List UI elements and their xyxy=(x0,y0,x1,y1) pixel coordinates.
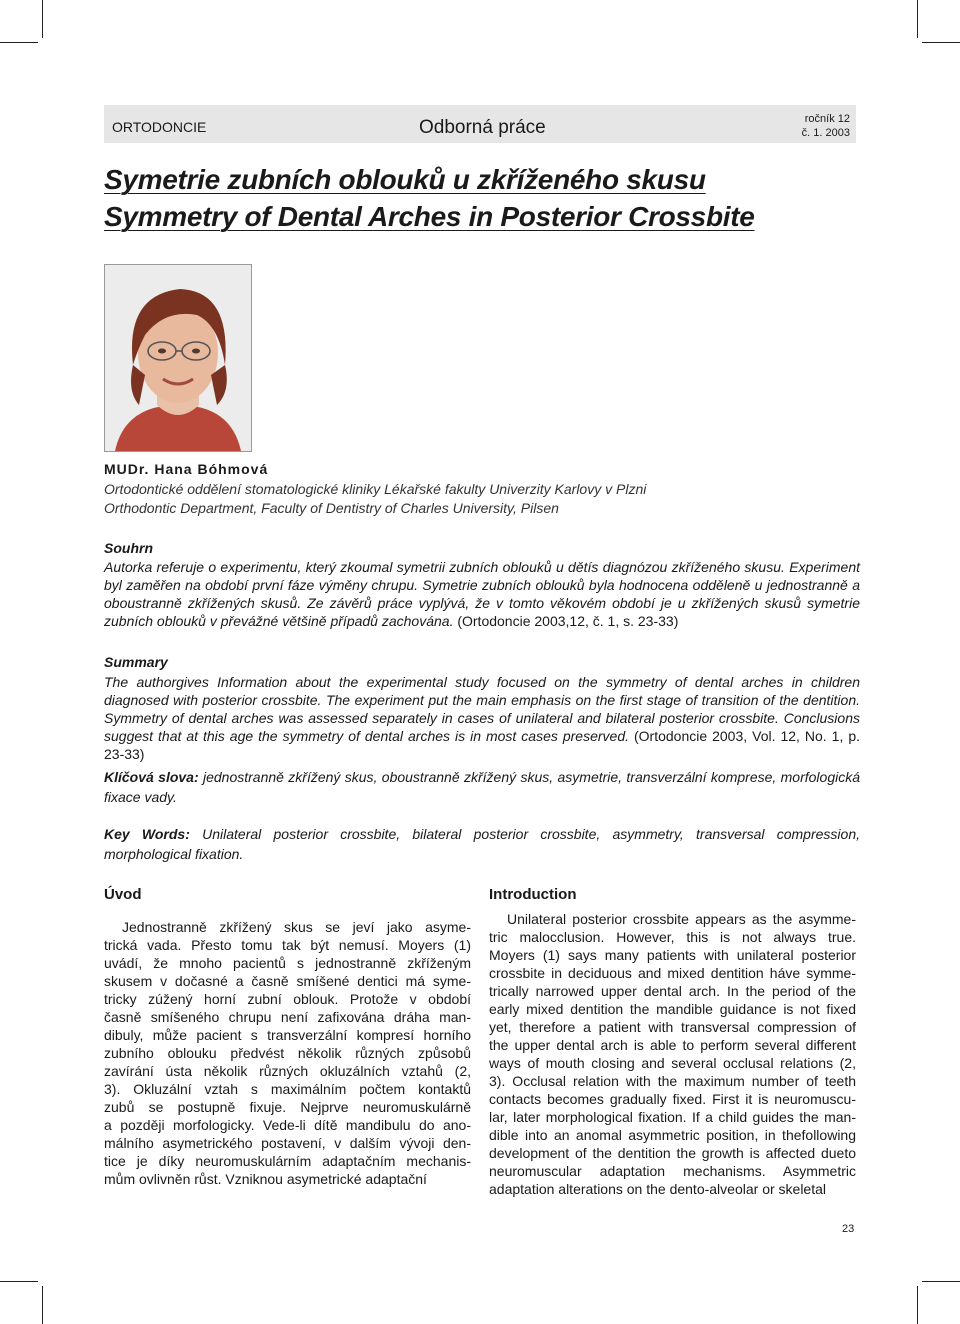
text-line: trically narrowed upper dental arch. In the period of the xyxy=(489,983,856,999)
text-line: 3). Occlusal relation with the maximum number of teeth xyxy=(489,1073,856,1089)
text-line: Unilateral posterior crossbite appears as the asymme- xyxy=(507,911,856,927)
text-line: dibuly, může pacient s transverzální kompresí horního xyxy=(104,1027,471,1043)
text-line: neuromuscular adaptation mechanisms. Asymmetric xyxy=(489,1163,856,1179)
souhrn-text: Autorka referuje o experimentu, který zkoumal symetrii zubních oblouků u dětís diagnózou zkříženého skusu. Experiment byl zaměřen na období první fáze výměny chrupu. Symetrie zubních oblouků byla hodnocena odděleně u jednostranně a oboustranně zkřížených skusů. Ze závěrů práce vyplývá, že v tomto věkovém období je u zkřížených skusů symetrie zubních oblouků v převážné většině případů zachována. xyxy=(104,559,860,629)
text-line: dible into an anomal asymmetric position, in thefollowing xyxy=(489,1127,856,1143)
author-name: MUDr. Hana Bóhmová xyxy=(104,461,269,477)
summary-text: The authorgives Information about the experimental study focused on the symmetry of dental arches in children diagnosed with posterior crossbite. The experiment put the main emphasis on the first stage of transition of the dentition. Symmetry of dental arches was assessed separately in cases of unilateral and bilateral posterior crossbite. Conclusions suggest that at this age the symmetry of dental arches is in most cases preserved. xyxy=(104,674,860,744)
crop-mark xyxy=(922,42,960,43)
keywords-czech-text: jednostranně zkřížený skus, oboustranně zkřížený skus, asymetrie, transverzální komprese, morfologická fixace vady. xyxy=(104,769,860,805)
crop-mark xyxy=(917,0,918,38)
text-line: yet, therefore a patient with transversal compression of xyxy=(489,1019,856,1035)
text-line: lar, later morphological fixation. If a child guides the man- xyxy=(489,1109,856,1125)
souhrn-citation: (Ortodoncie 2003,12, č. 1, s. 23-33) xyxy=(453,613,679,629)
uvod-body xyxy=(104,918,471,1188)
text-line: málního asymetrického postavení, v dalším vývoji den- xyxy=(104,1135,471,1151)
text-line: Jednostranně zkřížený skus se jeví jako asyme- xyxy=(122,919,471,935)
text-line: časně smíšeného chrupu není zafixována dráha man- xyxy=(104,1009,471,1025)
text-line: a později morfologicky. Vede-li dítě mandibulu do ano- xyxy=(104,1117,471,1133)
text-line: Moyers (1) says many patients with unilateral posterior xyxy=(489,947,856,963)
keywords-czech xyxy=(104,767,860,807)
crop-mark xyxy=(922,1281,960,1282)
crop-mark xyxy=(0,42,38,43)
text-line: contacts becomes gradually fixed. First it is neuromuscu- xyxy=(489,1091,856,1107)
crop-mark xyxy=(42,1286,43,1324)
summary-heading: Summary xyxy=(104,654,168,670)
author-photo xyxy=(104,264,252,452)
introduction-body xyxy=(489,910,856,1198)
journal-header xyxy=(104,105,856,143)
keywords-english-label: Key Words: xyxy=(104,826,190,842)
page-number: 23 xyxy=(842,1223,855,1235)
text-line: tice je díky neuromuskulárním adaptačním mechanis- xyxy=(104,1153,471,1169)
summary-citation: (Ortodoncie 2003, Vol. 12, No. 1, p. 23-33) xyxy=(104,728,861,762)
article-type: Odborná práce xyxy=(419,117,546,138)
souhrn-heading: Souhrn xyxy=(104,540,153,556)
text-line: skusem v dočasné a časně smíšené dentici má syme- xyxy=(104,973,471,989)
summary-abstract xyxy=(104,673,860,763)
volume-label: ročník 12 xyxy=(804,113,850,125)
keywords-english-text: Unilateral posterior crossbite, bilateral posterior crossbite, asymmetry, transversal compression, morphological fixation. xyxy=(104,826,860,862)
keywords-czech-label: Klíčová slova: xyxy=(104,769,199,785)
text-line: zubů se postupně fixuje. Nejprve neuromuskulárně xyxy=(104,1099,471,1115)
text-line: tric malocclusion. However, this is not always true. xyxy=(489,929,856,945)
text-line: ways of mouth closing and several occlusal relations (2, xyxy=(489,1055,856,1071)
text-line: crossbite in deciduous and mixed dentition háve symme- xyxy=(489,965,856,981)
text-line: mům ovlivněn růst. Vzniknou asymetrické adaptační xyxy=(104,1171,427,1187)
crop-mark xyxy=(0,1281,38,1282)
issue-info xyxy=(802,112,850,140)
crop-mark xyxy=(42,0,43,38)
text-line: development of the dentition the growth is affected dueto xyxy=(489,1145,856,1161)
text-line: tricky zúžený horní zubní oblouk. Protože v období xyxy=(104,991,471,1007)
text-line: zubního oblouku předvést několik různých způsobů xyxy=(104,1045,471,1061)
text-line: adaptation alterations on the dento-alveolar or skeletal xyxy=(489,1181,826,1197)
affiliation-czech: Ortodontické oddělení stomatologické kliniky Lékařské fakulty Univerzity Karlovy v Plzni xyxy=(104,481,647,497)
issue-label: č. 1. 2003 xyxy=(801,127,850,139)
text-line: trická vada. Přesto tomu tak být nemusí. Moyers (1) xyxy=(104,937,471,953)
text-line: early mixed dentition the mandible guidance is not fixed xyxy=(489,1001,856,1017)
author-portrait-image xyxy=(105,265,251,451)
journal-section: ORTODONCIE xyxy=(112,119,207,135)
text-line: uvádí, že mnoho pacientů s jednostranně zkříženým xyxy=(104,955,471,971)
text-line: 3). Okluzální vztah s maximálním počtem kontaktů xyxy=(104,1081,471,1097)
uvod-heading: Úvod xyxy=(104,886,142,903)
introduction-heading: Introduction xyxy=(489,886,577,903)
affiliation-english: Orthodontic Department, Faculty of Dentistry of Charles University, Pilsen xyxy=(104,500,559,516)
text-line: zavírání ústa několik různých okluzálních vztahů (2, xyxy=(104,1063,471,1079)
title-czech: Symetrie zubních oblouků u zkříženého skusu xyxy=(104,164,706,195)
text-line: the upper dental arch is able to perform several different xyxy=(489,1037,856,1053)
title-english: Symmetry of Dental Arches in Posterior Crossbite xyxy=(104,201,755,232)
souhrn-abstract xyxy=(104,558,860,630)
keywords-english xyxy=(104,824,860,864)
crop-mark xyxy=(917,1286,918,1324)
